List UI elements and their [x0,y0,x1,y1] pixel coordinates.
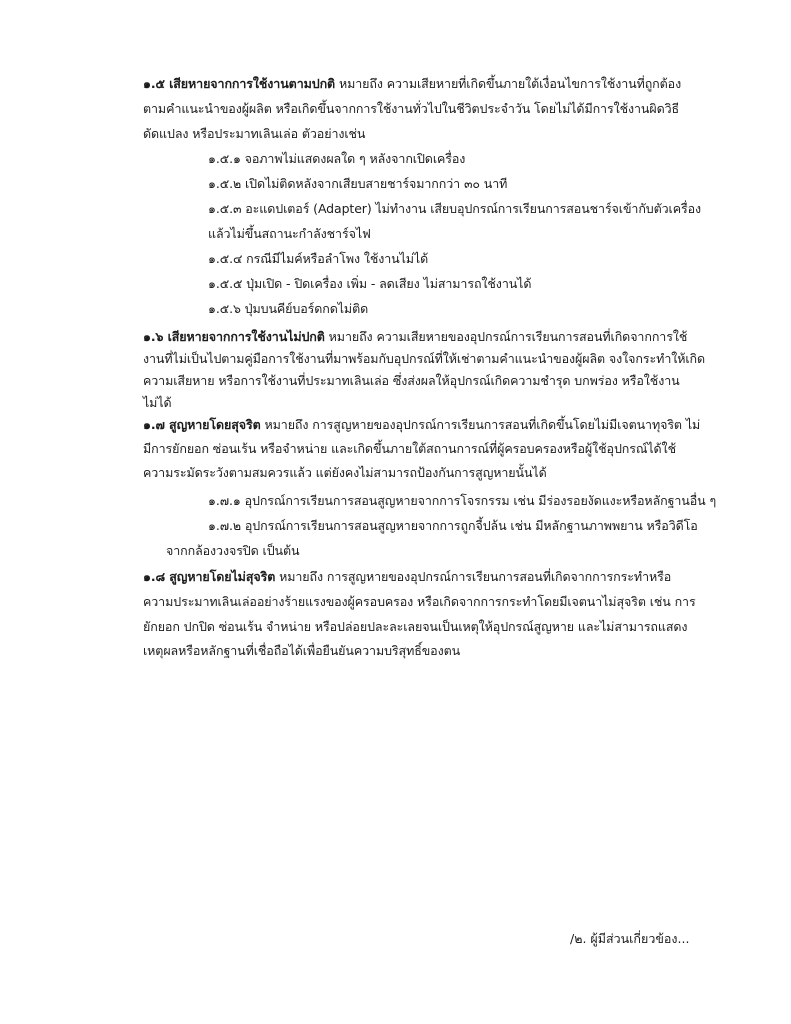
section-1-7-line-1: ๑.๗ สูญหายโดยสุจริต หมายถึง การสูญหายของอุปกรณ์การเรียนการสอนที่เกิดขึ้นโดยไม่มีเจตนาทุจริต ไม่ [143,417,701,432]
section-1-8-line-3: ยักยอก ปกปิด ซ่อนเร้น จำหน่าย หรือปล่อยปละละเลยจนเป็นเหตุให้อุปกรณ์สูญหาย และไม่สามารถแสดง [143,619,688,634]
list-item: ๑.๕.๔ กรณีมีไมค์หรือลำโพง ใช้งานไม่ได้ [208,251,429,266]
section-1-6-line-3: ความเสียหาย หรือการใช้งานที่ประมาทเลินเล่อ ซึ่งส่งผลให้อุปกรณ์เกิดความชำรุด บกพร่อง หรือใช้งาน [143,373,680,388]
list-item: ๑.๕.๕ ปุ่มเปิด - ปิดเครื่อง เพิ่ม - ลดเสียง ไม่สามารถใช้งานได้ [208,276,532,291]
section-1-7-line-2: มีการยักยอก ซ่อนเร้น หรือจำหน่าย และเกิดขึ้นภายใต้สถานการณ์ที่ผู้ครอบครองหรือผู้ใช้อุปกรณ์ได้ใช้ [143,441,676,456]
list-item: ๑.๗.๑ อุปกรณ์การเรียนการสอนสูญหายจากการโจรกรรม เช่น มีร่องรอยงัดแงะหรือหลักฐานอื่น ๆ [208,493,717,508]
section-1-8-heading: ๑.๘ สูญหายโดยไม่สุจริต [143,569,276,584]
section-1-6-heading: ๑.๖ เสียหายจากการใช้งานไม่ปกติ [143,329,325,344]
list-item-continuation: แล้วไม่ขึ้นสถานะกำลังชาร์จไฟ [208,226,371,241]
list-item: ๑.๕.๑ จอภาพไม่แสดงผลใด ๆ หลังจากเปิดเครื่อง [208,151,466,166]
section-1-7-heading: ๑.๗ สูญหายโดยสุจริต [143,417,261,432]
section-1-7-line-3: ความระมัดระวังตามสมควรแล้ว แต่ยังคงไม่สามารถป้องกันการสูญหายนั้นได้ [143,465,547,480]
section-1-5-line-3: ดัดแปลง หรือประมาทเลินเล่อ ตัวอย่างเช่น [143,126,366,141]
section-1-6-line-4: ไม่ได้ [143,395,172,410]
list-item: ๑.๕.๓ อะแดปเตอร์ (Adapter) ไม่ทำงาน เสียบอุปกรณ์การเรียนการสอนชาร์จเข้ากับตัวเครื่อง [208,201,702,216]
section-1-5-heading: ๑.๕ เสียหายจากการใช้งานตามปกติ [143,76,336,91]
list-item-continuation: จากกล้องวงจรปิด เป็นต้น [166,543,300,558]
list-item: ๑.๕.๒ เปิดไม่ติดหลังจากเสียบสายชาร์จมากกว่า ๓๐ นาที [208,176,508,191]
section-1-5-line-2: ตามคำแนะนำของผู้ผลิต หรือเกิดขึ้นจากการใช้งานทั่วไปในชีวิตประจำวัน โดยไม่ได้มีการใช้งานผิดวิธี [143,101,680,116]
list-item: ๑.๗.๒ อุปกรณ์การเรียนการสอนสูญหายจากการถูกจี้ปล้น เช่น มีหลักฐานภาพพยาน หรือวิดีโอ [208,518,698,533]
section-1-6-line-2: งานที่ไม่เป็นไปตามคู่มือการใช้งานที่มาพร้อมกับอุปกรณ์ที่ให้เช่าตามคำแนะนำของผู้ผลิต จงใจกระทำให้เกิด [143,351,706,366]
list-item: ๑.๕.๖ ปุ่มบนคีย์บอร์ดกดไม่ติด [208,301,369,316]
page-continuation-marker: /๒. ผู้มีส่วนเกี่ยวข้อง... [570,931,690,946]
section-1-6-line-1: ๑.๖ เสียหายจากการใช้งานไม่ปกติ หมายถึง ความเสียหายของอุปกรณ์การเรียนการสอนที่เกิดจากการใช้ [143,329,688,344]
section-1-8-line-2: ความประมาทเลินเล่ออย่างร้ายแรงของผู้ครอบครอง หรือเกิดจากการกระทำโดยมีเจตนาไม่สุจริต เช่น การ [143,594,696,609]
section-1-8-line-1: ๑.๘ สูญหายโดยไม่สุจริต หมายถึง การสูญหายของอุปกรณ์การเรียนการสอนที่เกิดจากการกระทำหรือ [143,569,672,584]
section-1-8-line-4: เหตุผลหรือหลักฐานที่เชื่อถือได้เพื่อยืนยันความบริสุทธิ์ของตน [143,643,461,658]
section-1-5-line-1: ๑.๕ เสียหายจากการใช้งานตามปกติ หมายถึง ความเสียหายที่เกิดขึ้นภายใต้เงื่อนไขการใช้งานที่ถูกต้อง [143,76,682,91]
